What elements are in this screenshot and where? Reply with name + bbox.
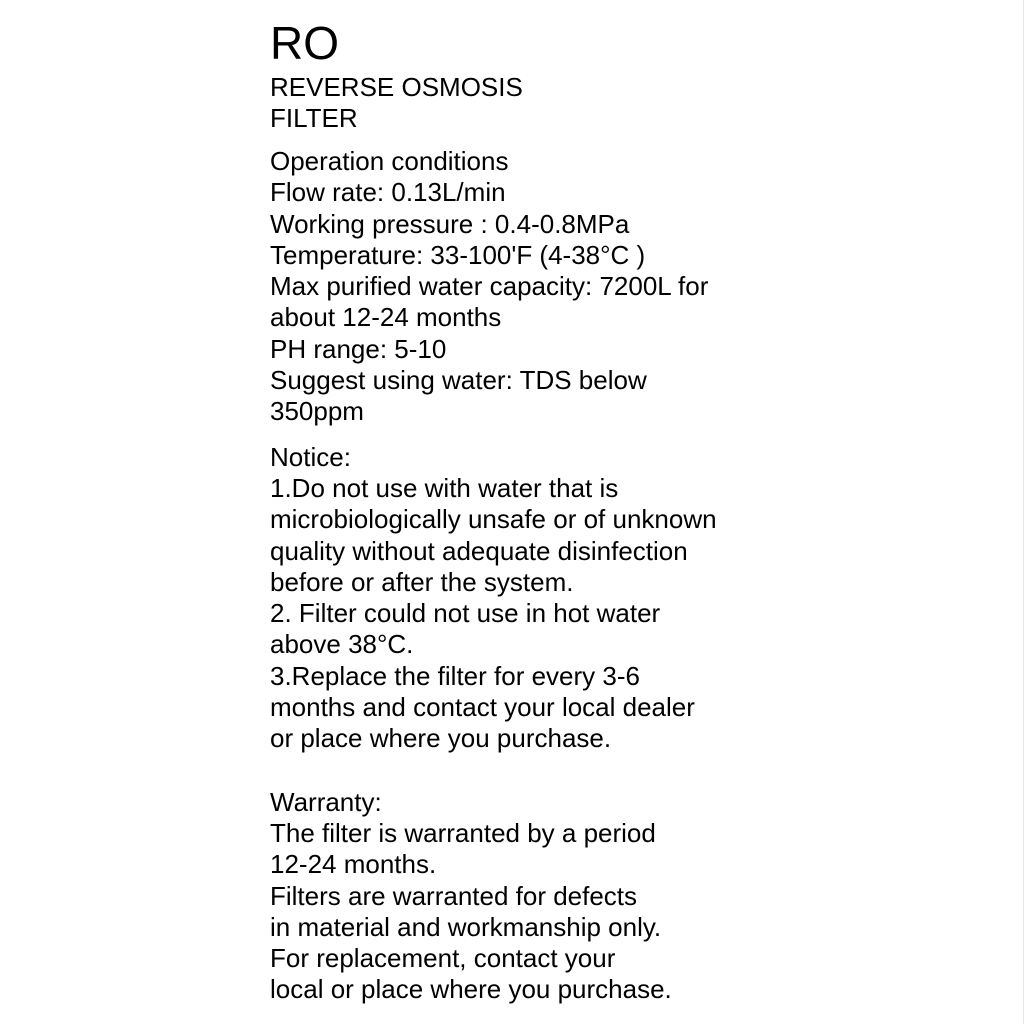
notice-line: microbiologically unsafe or of unknown — [270, 504, 717, 535]
notice-line: or place where you purchase. — [270, 723, 612, 754]
warranty-line: in material and workmanship only. — [270, 911, 662, 942]
warranty-line: For replacement, contact your — [270, 943, 616, 974]
operation-line: Suggest using water: TDS below — [270, 365, 647, 396]
warranty-line: Filters are warranted for defects — [270, 880, 638, 911]
notice-line: above 38°C. — [270, 629, 414, 660]
filter-label — [270, 14, 1010, 1006]
operation-line: 350ppm — [270, 396, 364, 427]
operation-line: Working pressure : 0.4-0.8MPa — [270, 208, 630, 239]
notice-line: 1.Do not use with water that is — [270, 472, 619, 503]
notice-heading: Notice: — [270, 441, 351, 472]
operation-line: Max purified water capacity: 7200L for — [270, 271, 709, 302]
notice-line: months and contact your local dealer — [270, 692, 695, 723]
notice-line: 2. Filter could not use in hot water — [270, 598, 661, 629]
product-title: RO — [270, 17, 339, 69]
operation-line: PH range: 5-10 — [270, 333, 447, 364]
subtitle-line: REVERSE OSMOSIS — [270, 72, 523, 102]
warranty-heading: Warranty: — [270, 786, 382, 817]
operation-line: Temperature: 33-100'F (4-38°C ) — [270, 239, 646, 270]
warranty-line: 12-24 months. — [270, 849, 437, 880]
operation-heading: Operation conditions — [270, 146, 509, 176]
operation-line: Flow rate: 0.13L/min — [270, 177, 506, 208]
notice-section — [270, 442, 1010, 755]
subtitle-line: FILTER — [270, 103, 358, 133]
notice-line: quality without adequate disinfection — [270, 535, 688, 566]
product-subtitle — [270, 72, 1010, 134]
operation-line: about 12-24 months — [270, 302, 502, 333]
operation-conditions-section — [270, 146, 1010, 428]
notice-line: 3.Replace the filter for every 3-6 — [270, 660, 640, 691]
warranty-line: local or place where you purchase. — [270, 974, 672, 1005]
warranty-section — [270, 787, 1010, 1006]
notice-line: before or after the system. — [270, 566, 574, 597]
warranty-line: The filter is warranted by a period — [270, 817, 656, 848]
